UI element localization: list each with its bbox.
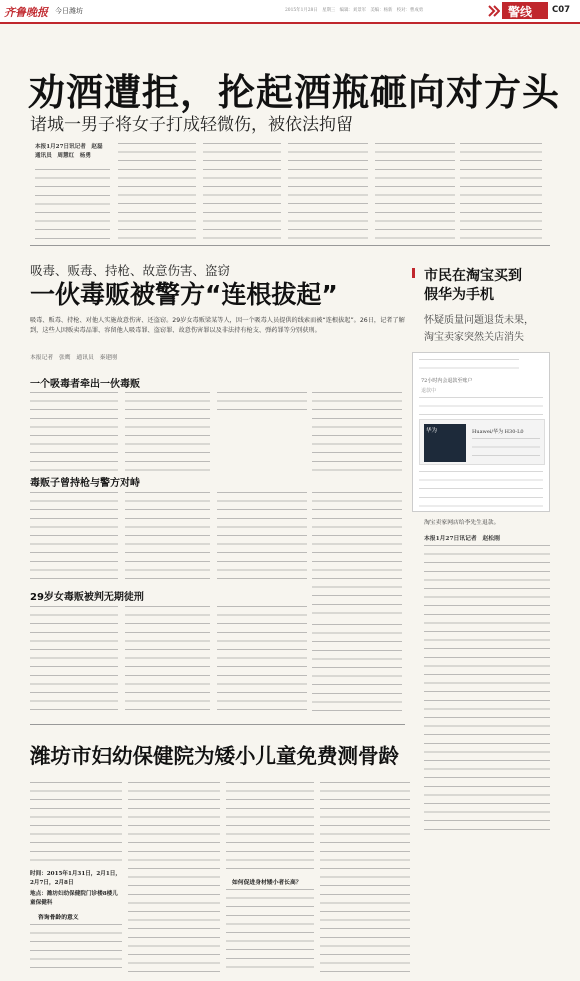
masthead-rule xyxy=(0,22,580,24)
masthead xyxy=(0,0,580,22)
drug-body-col2c xyxy=(125,606,210,716)
drug-body-col3b xyxy=(217,492,307,584)
sidebar-body xyxy=(424,545,550,830)
lead-body-col4 xyxy=(288,143,368,239)
lead-body-col6 xyxy=(460,143,542,239)
lead-body-col5 xyxy=(375,143,455,239)
hospital-question: 如何促进身材矮小者长高？ xyxy=(232,880,302,886)
hospital-body-col4 xyxy=(320,782,410,974)
lead-body-col2 xyxy=(118,143,196,239)
drug-kicker: 吸毒、贩毒、持枪、故意伤害、盗窃 xyxy=(30,263,231,278)
section-subtitle: 今日潍坊 xyxy=(55,7,83,15)
sidebar-subhead-line1: 怀疑质量问题退货未果， xyxy=(424,315,534,326)
sidebar-bar-icon xyxy=(412,268,415,278)
phone-brand-label: 华为 xyxy=(426,428,438,434)
drug-section-heading-3: 29岁女毒贩被判无期徒刑 xyxy=(30,592,144,603)
drug-body-col3a xyxy=(217,392,307,412)
date-line: 2015年1月28日 星期三 编辑：刘景军 美编：杨新 校对：曹成勇 xyxy=(285,8,424,13)
hospital-body-col1 xyxy=(30,782,122,868)
section-divider xyxy=(30,245,550,246)
lead-subhead: 诸城一男子将女子打成轻微伤，被依法拘留 xyxy=(30,115,353,135)
screenshot-caption: 淘宝卖家网店给李先生退款。 xyxy=(424,520,500,526)
sidebar-headline-line1: 市民在淘宝买到 xyxy=(424,268,522,284)
lead-body-col3 xyxy=(203,143,281,239)
drug-byline: 本报记者 张鹰 通讯员 秦建刚 xyxy=(30,355,117,361)
drug-body-col4b xyxy=(312,492,402,617)
screenshot-header-lines xyxy=(419,359,519,369)
drug-body-col2b xyxy=(125,492,210,584)
drug-body-col4c xyxy=(312,624,402,716)
drug-section-heading-2: 毒贩子曾持枪与警方对峙 xyxy=(30,478,140,489)
chevron-icon xyxy=(488,3,500,17)
drug-body-col2a xyxy=(125,392,210,472)
screenshot-lines-3 xyxy=(419,471,543,507)
sidebar-headline-line2: 假华为手机 xyxy=(424,287,494,303)
sidebar-subhead-line2: 淘宝卖家突然关店消失 xyxy=(424,332,524,343)
phone-screenshot xyxy=(412,352,550,512)
hospital-headline: 潍坊市妇幼保健院为矮小儿童免费测骨龄 xyxy=(30,744,399,768)
drug-body-col3c xyxy=(217,606,307,716)
hospital-body-col3 xyxy=(226,782,314,874)
status-badge: 退款中 xyxy=(421,388,437,394)
lead-byline: 本报1月27日讯记者 赵磊 通讯员 周慧红 杨勇 xyxy=(35,144,109,159)
drug-body-col1b xyxy=(30,492,118,584)
hospital-consult: 咨询骨龄的意义 xyxy=(38,915,79,921)
lead-body-col1 xyxy=(35,169,110,239)
hospital-place: 地点：潍坊妇幼保健院门诊楼8楼儿童保健科 xyxy=(30,891,118,906)
hospital-body-col3b xyxy=(226,889,314,974)
drug-body-col1a xyxy=(30,392,118,472)
sidebar-byline: 本报1月27日讯记者 赵松刚 xyxy=(424,536,500,542)
product-card xyxy=(419,419,545,465)
screenshot-lines-2 xyxy=(419,397,543,415)
phone-product-image xyxy=(424,424,466,462)
section-tab xyxy=(502,2,548,19)
screenshot-title: 72小时内会退款至账户 xyxy=(421,378,473,384)
drug-section-heading-1: 一个吸毒者牵出一伙毒贩 xyxy=(30,379,140,390)
hospital-time: 时间：2015年1月31日，2月1日，2月7日，2月8日 xyxy=(30,871,121,886)
lead-headline: 劝酒遭拒，抡起酒瓶砸向对方头 xyxy=(28,71,560,114)
hospital-body-col1b xyxy=(30,924,122,974)
drug-body-col1c xyxy=(30,606,118,716)
hospital-divider xyxy=(30,724,405,725)
phone-model-text: Huawei/华为 H30-L0 xyxy=(472,429,524,435)
newspaper-logo: 齐鲁晚报 xyxy=(4,6,48,19)
product-desc-lines xyxy=(472,438,540,456)
section-label: 警线 xyxy=(508,5,533,19)
drug-headline: 一伙毒贩被警方“连根拔起” xyxy=(30,280,338,309)
drug-body-col4a xyxy=(312,392,402,472)
page-number: C07 xyxy=(552,5,571,15)
hospital-body-col2 xyxy=(128,782,220,974)
drug-summary: 吸毒、贩毒、持枪、对他人实施故意伤害、还盗窃。29岁女毒贩梁某等人，因一个吸毒人员提供的线索而被“连根拔起”。26日，记者了解到，这些人因贩卖毒品罪、容留他人吸毒罪、盗窃罪、故意伤害罪以及非法持有枪支、弹药罪等分别获刑。 xyxy=(30,317,405,334)
